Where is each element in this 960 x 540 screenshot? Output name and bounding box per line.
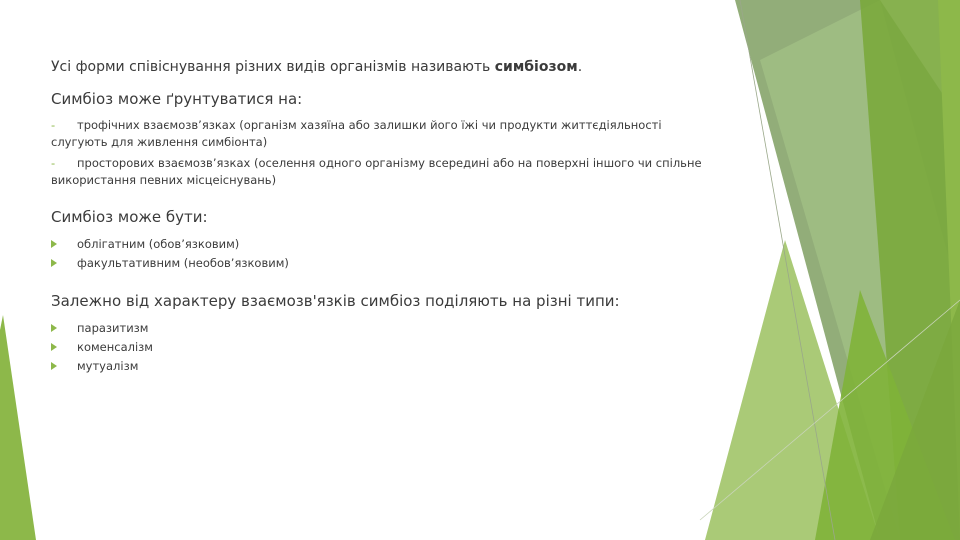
basis-heading: Симбіоз може ґрунтуватися на: — [51, 90, 303, 108]
list-item — [51, 338, 711, 357]
intro-bold-term: симбіозом — [494, 59, 578, 75]
basis-item — [51, 117, 711, 151]
list-item — [51, 319, 711, 338]
slide-content — [51, 58, 711, 376]
dash-marker: - — [51, 118, 56, 132]
intro-end: . — [577, 59, 583, 75]
intro-paragraph — [51, 58, 711, 77]
deco-shape-left-sliver — [0, 315, 36, 540]
basis-item-text: просторових взаємозв’язках (оселення одного організму всередині або на поверхні іншого чи спільне використання певних місцеіснувань) — [51, 156, 702, 187]
bullet-arrow-icon — [51, 259, 57, 267]
basis-item-text: трофічних взаємозв’язках (організм хазяїна або залишки його їжі чи продукти життєдіяльності слугують для живлення симбіонта) — [51, 118, 662, 149]
list-item — [51, 235, 711, 254]
types-list — [51, 319, 711, 376]
dash-marker: - — [51, 156, 56, 170]
kinds-list — [51, 235, 711, 273]
basis-item — [51, 155, 711, 189]
list-item — [51, 357, 711, 376]
list-item-text: облігатним (обов’язковим) — [77, 237, 240, 251]
intro-text: Усі форми співіснування різних видів організмів називають — [51, 59, 495, 75]
bullet-arrow-icon — [51, 343, 57, 351]
kinds-heading: Симбіоз може бути: — [51, 208, 208, 226]
list-item — [51, 254, 711, 273]
list-item-text: коменсалізм — [77, 340, 153, 354]
bullet-arrow-icon — [51, 240, 57, 248]
bullet-arrow-icon — [51, 324, 57, 332]
bullet-arrow-icon — [51, 362, 57, 370]
list-item-text: факультативним (необов’язковим) — [77, 256, 289, 270]
list-item-text: мутуалізм — [77, 359, 139, 373]
types-heading: Залежно від характеру взаємозв'язків симбіоз поділяють на різні типи: — [51, 292, 620, 310]
list-item-text: паразитизм — [77, 321, 149, 335]
